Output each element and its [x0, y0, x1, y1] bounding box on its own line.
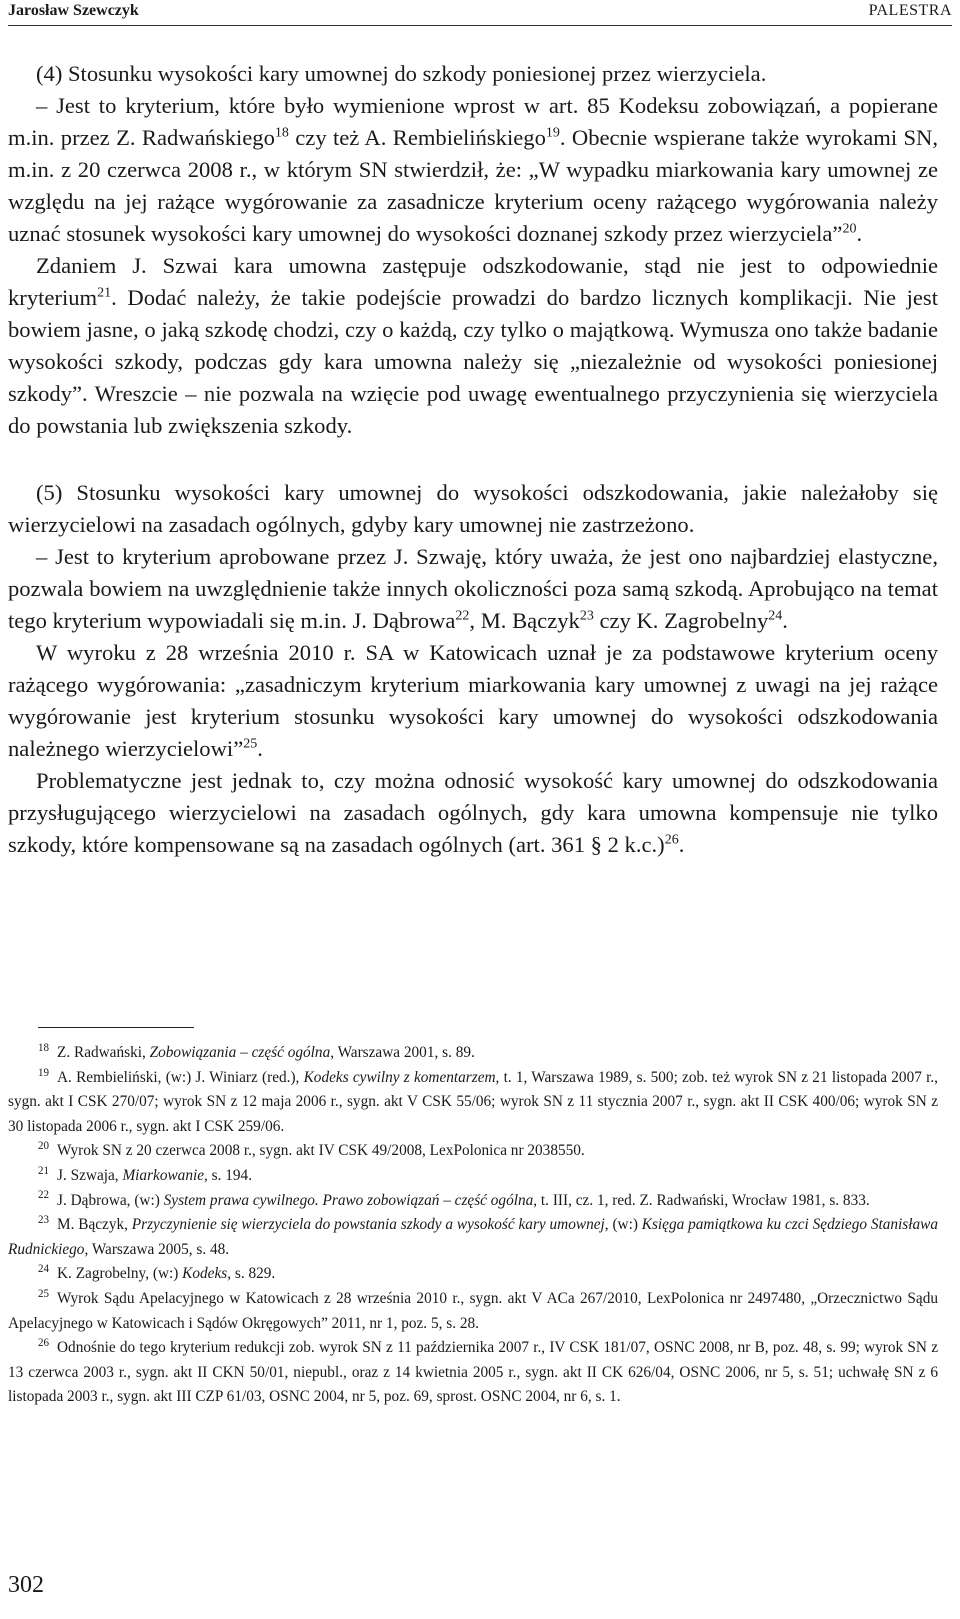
footnote-ref-25[interactable]: 25: [243, 736, 258, 752]
footnote-22: $^{22}$ J. Dąbrowa, (w:) System prawa cywilnego. Prawo zobowiązań – część ogólna, t. III, cz. 1, red. Z. Radwański, Wrocław 1981, s. 833.: [38, 1189, 870, 1209]
main-text: [8, 58, 938, 861]
running-header: [8, 0, 952, 26]
footnote-24: $^{24}$ K. Zagrobelny, (w:) Kodeks, s. 829.: [38, 1263, 276, 1283]
paragraph-criterion-5-heading: (5) Stosunku wysokości kary umownej do wysokości odszkodowania, jakie należałoby się wierzycielowi na zasadach ogólnych, gdyby kary umownej nie zastrzeżono.: [8, 480, 938, 537]
footnote-21: $^{21}$ J. Szwaja, Miarkowanie, s. 194.: [38, 1164, 253, 1184]
paragraph-gap: [8, 442, 938, 477]
paragraph-problem: Problematyczne jest jednak to, czy można odnosić wysokość kary umownej do odszkodowania przysługującego wierzycielowi na zasadach ogólnych, gdy kara umowna kompensuje nie tylko szkody, które kompensowane są na zasadach ogólnych (art. 361 § 2 k.c.)$^{26}$.: [8, 768, 938, 857]
footnote-ref-18[interactable]: 18: [274, 125, 289, 141]
footnote-25: $^{25}$ Wyrok Sądu Apelacyjnego w Katowicach z 28 września 2010 r., sygn. akt V ACa 267/2010, LexPolonica nr 2497480, „Orzecznictwo Sądu Apelacyjnego w Katowicach i Sądów Okręgowych” 2011, nr 1, poz. 5, s. 28.: [8, 1287, 938, 1332]
page-number: 302: [8, 1572, 44, 1598]
footnote-ref-19[interactable]: 19: [545, 125, 560, 141]
footnote-ref-20[interactable]: 20: [842, 221, 857, 237]
footnote-19: $^{19}$ A. Rembieliński, (w:) J. Winiarz (red.), Kodeks cywilny z komentarzem, t. 1, Warszawa 1989, s. 500; zob. też wyrok SN z 21 listopada 2007 r., sygn. akt I CSK 270/07; wyrok SN z 12 maja 2006 r., sygn. akt V CSK 55/06; wyrok SN z 11 stycznia 2007 r., sygn. akt II CSK 400/06; wyrok SN z 30 listopada 2006 r., sygn. akt I CSK 259/06.: [8, 1066, 938, 1135]
footnote-26: $^{26}$ Odnośnie do tego kryterium redukcji zob. wyrok SN z 11 października 2007 r., IV CSK 181/07, OSNC 2008, nr B, poz. 48, s. 99; wyrok SN z 13 czerwca 2003 r., sygn. akt II CKN 50/01, niepubl., oraz z 14 kwietnia 2005 r., sygn. akt II CK 626/04, OSNC 2006, nr 5, s. 51; uchwałę SN z 6 listopada 2003 r., sygn. akt III CZP 61/03, OSNC 2004, nr 5, poz. 69, sprost. OSNC 2004, nr 6, s. 1.: [8, 1337, 938, 1406]
paragraph-criterion-5: – Jest to kryterium aprobowane przez J. Szwaję, który uważa, że jest ono najbardziej elastyczne, pozwala bowiem na uwzględnienie także innych okoliczności poza samą szkodą. Aprobująco na temat tego kryterium wypowiadali się m.in. J. Dąbrowa$^{22}$, M. Bączyk$^{23}$ czy K. Zagrobelny$^{24}$.: [8, 544, 938, 633]
paragraph-katowice-ruling: W wyroku z 28 września 2010 r. SA w Katowicach uznał je za podstawowe kryterium oceny rażącego wygórowania: „zasadniczym kryterium miarkowania kary umownej z uwagi na jej rażące wygórowanie jest kryterium stosunku wysokości kary umownej do wysokości odszkodowania należnego wierzycielowi”$^{25}$.: [8, 640, 938, 761]
paragraph-criterion-4-heading: (4) Stosunku wysokości kary umownej do szkody poniesionej przez wierzyciela.: [36, 61, 767, 86]
footnote-ref-22[interactable]: 22: [455, 608, 470, 624]
paragraph-szwaja-opinion: Zdaniem J. Szwai kara umowna zastępuje odszkodowanie, stąd nie jest to odpowiednie kryterium$^{21}$. Dodać należy, że takie podejście prowadzi do bardzo licznych komplikacji. Nie jest bowiem jasne, o jaką szkodę chodzi, czy o każdą, czy tylko o majątkową. Wymusza ono także badanie wysokości szkody, podczas gdy kara umowna należy się „niezależnie od wysokości poniesionej szkody”. Wreszcie – nie pozwala na wzięcie pod uwagę ewentualnego przyczynienia się wierzyciela do powstania lub zwiększenia szkody.: [8, 253, 938, 438]
footnote-ref-21[interactable]: 21: [97, 285, 112, 301]
footnote-18: $^{18}$ Z. Radwański, Zobowiązania – część ogólna, Warszawa 2001, s. 89.: [38, 1041, 475, 1061]
footnote-20: $^{20}$ Wyrok SN z 20 czerwca 2008 r., sygn. akt IV CSK 49/2008, LexPolonica nr 2038550.: [38, 1140, 585, 1160]
footnote-23: $^{23}$ M. Bączyk, Przyczynienie się wierzyciela do powstania szkody a wysokość kary umownej, (w:) Księga pamiątkowa ku czci Sędziego Stanisława Rudnickiego, Warszawa 2005, s. 48.: [8, 1214, 938, 1258]
footnote-ref-24[interactable]: 24: [768, 608, 783, 624]
footnote-separator: [38, 1027, 194, 1028]
paragraph-criterion-4: – Jest to kryterium, które było wymienione wprost w art. 85 Kodeksu zobowiązań, a popierane m.in. przez Z. Radwańskiego$^{18}$ czy też A. Rembielińskiego$^{19}$. Obecnie wspierane także wyrokami SN, m.in. z 20 czerwca 2008 r., w którym SN stwierdził, że: „W wypadku miarkowania kary umownej ze względu na jej rażące wygórowanie za zasadnicze kryterium oceny rażącego wygórowania należy uznać stosunek wysokości kary umownej do wysokości doznanej szkody przez wierzyciela”$^{20}$.: [8, 93, 938, 246]
header-author: Jarosław Szewczyk: [8, 2, 139, 19]
footnotes: [8, 1041, 938, 1410]
footnote-ref-23[interactable]: 23: [579, 608, 594, 624]
footnote-ref-26[interactable]: 26: [664, 832, 679, 848]
header-journal: PALESTRA: [868, 2, 952, 19]
